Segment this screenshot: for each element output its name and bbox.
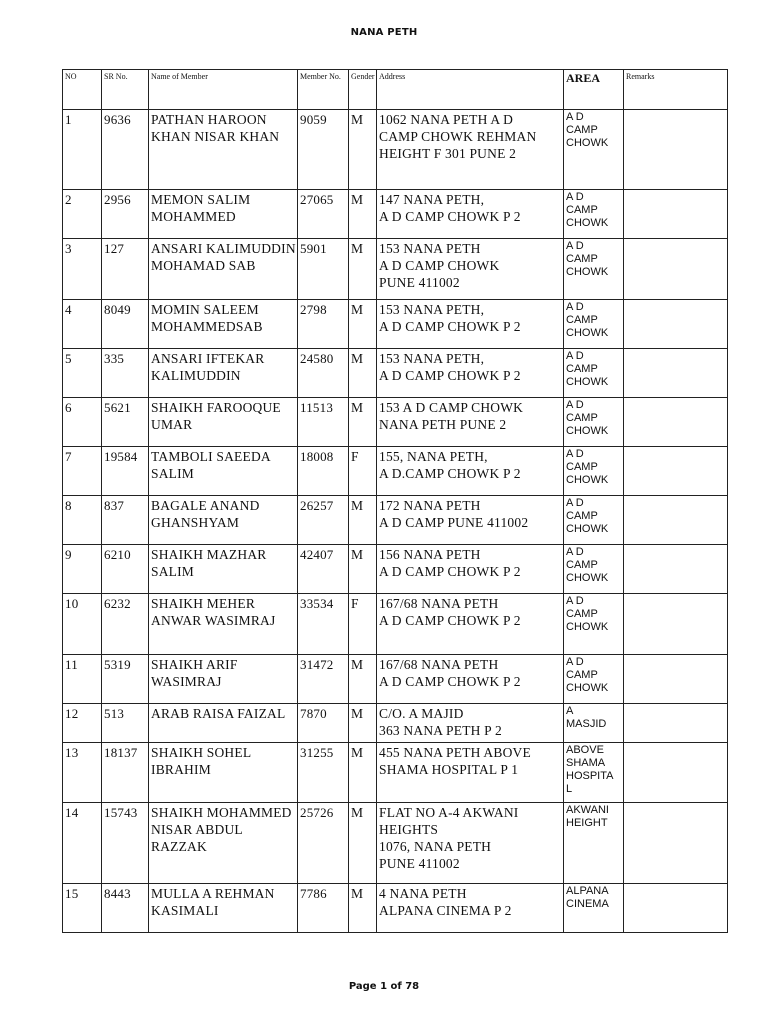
area-line: AKWANI bbox=[566, 804, 609, 816]
cell-address bbox=[377, 594, 564, 655]
area-line: CHOWK bbox=[566, 137, 609, 149]
address-line: A D CAMP CHOWK P 2 bbox=[379, 613, 521, 628]
cell-name: SHAIKH MEHER ANWAR WASIMRAJ bbox=[149, 594, 298, 655]
address-line: 167/68 NANA PETH bbox=[379, 596, 499, 611]
address-line: 153 NANA PETH bbox=[379, 241, 481, 256]
cell-address bbox=[377, 545, 564, 594]
member-table bbox=[62, 69, 728, 933]
cell-gender: M bbox=[349, 349, 377, 398]
address-line: 147 NANA PETH, bbox=[379, 192, 485, 207]
cell-gender: M bbox=[349, 398, 377, 447]
address-line: 153 A D CAMP CHOWK bbox=[379, 400, 524, 415]
cell-name: TAMBOLI SAEEDA SALIM bbox=[149, 447, 298, 496]
cell-sr-no: 9636 bbox=[102, 110, 149, 190]
address-line: HEIGHTS bbox=[379, 822, 439, 837]
cell-gender: M bbox=[349, 655, 377, 704]
cell-remarks bbox=[624, 398, 728, 447]
cell-address bbox=[377, 398, 564, 447]
area-line: SHAMA bbox=[566, 757, 606, 769]
area-line: MASJID bbox=[566, 718, 607, 730]
header-address: Address bbox=[377, 70, 564, 110]
cell-area bbox=[564, 447, 624, 496]
cell-remarks bbox=[624, 743, 728, 803]
cell-no: 7 bbox=[63, 447, 102, 496]
address-line: A D CAMP CHOWK P 2 bbox=[379, 368, 521, 383]
area-line: A D bbox=[566, 111, 584, 123]
cell-member-no: 7786 bbox=[298, 884, 349, 933]
cell-sr-no: 837 bbox=[102, 496, 149, 545]
area-line: CHOWK bbox=[566, 217, 609, 229]
cell-no: 6 bbox=[63, 398, 102, 447]
cell-gender: M bbox=[349, 803, 377, 884]
cell-member-no: 31255 bbox=[298, 743, 349, 803]
table-row bbox=[63, 398, 728, 447]
address-line: ALPANA CINEMA P 2 bbox=[379, 903, 512, 918]
cell-name: ARAB RAISA FAIZAL bbox=[149, 704, 298, 743]
area-line: A D bbox=[566, 191, 584, 203]
area-line: A bbox=[566, 705, 574, 717]
address-line: A D CAMP CHOWK P 2 bbox=[379, 209, 521, 224]
table-row bbox=[63, 655, 728, 704]
table-row bbox=[63, 803, 728, 884]
cell-member-no: 18008 bbox=[298, 447, 349, 496]
area-line: HOSPITA bbox=[566, 770, 614, 782]
cell-sr-no: 335 bbox=[102, 349, 149, 398]
area-line: L bbox=[566, 783, 573, 795]
header-member-no: Member No. bbox=[298, 70, 349, 110]
cell-gender: M bbox=[349, 545, 377, 594]
page-footer: Page 1 of 78 bbox=[348, 981, 420, 992]
address-line: PUNE 411002 bbox=[379, 856, 460, 871]
cell-no: 3 bbox=[63, 239, 102, 300]
cell-member-no: 26257 bbox=[298, 496, 349, 545]
address-line: PUNE 411002 bbox=[379, 275, 460, 290]
cell-remarks bbox=[624, 655, 728, 704]
area-line: CHOWK bbox=[566, 425, 609, 437]
header-remarks: Remarks bbox=[624, 70, 728, 110]
area-line: A D bbox=[566, 656, 584, 668]
area-line: CAMP bbox=[566, 124, 598, 136]
cell-sr-no: 5621 bbox=[102, 398, 149, 447]
address-line: 363 NANA PETH P 2 bbox=[379, 723, 502, 738]
cell-name: MOMIN SALEEM MOHAMMEDSAB bbox=[149, 300, 298, 349]
cell-sr-no: 6232 bbox=[102, 594, 149, 655]
cell-remarks bbox=[624, 545, 728, 594]
area-line: CAMP bbox=[566, 559, 598, 571]
table-row bbox=[63, 545, 728, 594]
address-line: A D.CAMP CHOWK P 2 bbox=[379, 466, 521, 481]
cell-gender: M bbox=[349, 239, 377, 300]
table-row bbox=[63, 447, 728, 496]
area-line: CAMP bbox=[566, 363, 598, 375]
cell-name: SHAIKH FAROOQUE UMAR bbox=[149, 398, 298, 447]
area-line: CAMP bbox=[566, 608, 598, 620]
cell-sr-no: 5319 bbox=[102, 655, 149, 704]
cell-name: ANSARI IFTEKAR KALIMUDDIN bbox=[149, 349, 298, 398]
cell-address bbox=[377, 803, 564, 884]
address-line: A D CAMP CHOWK P 2 bbox=[379, 674, 521, 689]
cell-remarks bbox=[624, 803, 728, 884]
cell-address bbox=[377, 239, 564, 300]
cell-member-no: 33534 bbox=[298, 594, 349, 655]
cell-remarks bbox=[624, 594, 728, 655]
cell-name: SHAIKH MOHAMMED NISAR ABDUL RAZZAK bbox=[149, 803, 298, 884]
address-line: NANA PETH PUNE 2 bbox=[379, 417, 507, 432]
cell-name: ANSARI KALIMUDDIN MOHAMAD SAB bbox=[149, 239, 298, 300]
cell-sr-no: 6210 bbox=[102, 545, 149, 594]
cell-area bbox=[564, 545, 624, 594]
cell-member-no: 24580 bbox=[298, 349, 349, 398]
area-line: CAMP bbox=[566, 461, 598, 473]
cell-area bbox=[564, 190, 624, 239]
area-line: CHOWK bbox=[566, 572, 609, 584]
table-row bbox=[63, 190, 728, 239]
table-row bbox=[63, 110, 728, 190]
cell-member-no: 27065 bbox=[298, 190, 349, 239]
address-line: A D CAMP PUNE 411002 bbox=[379, 515, 529, 530]
cell-sr-no: 8443 bbox=[102, 884, 149, 933]
cell-address bbox=[377, 349, 564, 398]
address-line: 455 NANA PETH ABOVE bbox=[379, 745, 531, 760]
area-line: A D bbox=[566, 240, 584, 252]
address-line: 153 NANA PETH, bbox=[379, 351, 485, 366]
area-line: CAMP bbox=[566, 204, 598, 216]
table-row bbox=[63, 884, 728, 933]
area-line: CAMP bbox=[566, 669, 598, 681]
address-line: 1076, NANA PETH bbox=[379, 839, 492, 854]
cell-member-no: 2798 bbox=[298, 300, 349, 349]
area-line: CHOWK bbox=[566, 474, 609, 486]
address-line: HEIGHT F 301 PUNE 2 bbox=[379, 146, 517, 161]
area-line: A D bbox=[566, 595, 584, 607]
address-line: 172 NANA PETH bbox=[379, 498, 481, 513]
cell-no: 2 bbox=[63, 190, 102, 239]
cell-area bbox=[564, 655, 624, 704]
cell-gender: F bbox=[349, 447, 377, 496]
address-line: 156 NANA PETH bbox=[379, 547, 481, 562]
cell-area bbox=[564, 743, 624, 803]
area-line: CAMP bbox=[566, 253, 598, 265]
area-line: CAMP bbox=[566, 510, 598, 522]
cell-name: BAGALE ANAND GHANSHYAM bbox=[149, 496, 298, 545]
cell-member-no: 7870 bbox=[298, 704, 349, 743]
header-area: AREA bbox=[564, 70, 624, 110]
address-line: FLAT NO A-4 AKWANI bbox=[379, 805, 519, 820]
address-line: 155, NANA PETH, bbox=[379, 449, 488, 464]
cell-remarks bbox=[624, 110, 728, 190]
cell-address bbox=[377, 300, 564, 349]
cell-area bbox=[564, 496, 624, 545]
area-line: A D bbox=[566, 546, 584, 558]
cell-gender: M bbox=[349, 743, 377, 803]
cell-member-no: 31472 bbox=[298, 655, 349, 704]
cell-gender: M bbox=[349, 190, 377, 239]
cell-remarks bbox=[624, 349, 728, 398]
table-row bbox=[63, 496, 728, 545]
address-line: A D CAMP CHOWK P 2 bbox=[379, 564, 521, 579]
cell-name: MEMON SALIM MOHAMMED bbox=[149, 190, 298, 239]
address-line: A D CAMP CHOWK bbox=[379, 258, 500, 273]
address-line: 4 NANA PETH bbox=[379, 886, 467, 901]
cell-member-no: 11513 bbox=[298, 398, 349, 447]
area-line: CHOWK bbox=[566, 376, 609, 388]
page-title: NANA PETH bbox=[350, 27, 418, 38]
cell-name: PATHAN HAROON KHAN NISAR KHAN bbox=[149, 110, 298, 190]
area-line: CINEMA bbox=[566, 898, 609, 910]
header-row bbox=[63, 70, 728, 110]
cell-no: 15 bbox=[63, 884, 102, 933]
cell-member-no: 42407 bbox=[298, 545, 349, 594]
cell-no: 9 bbox=[63, 545, 102, 594]
cell-sr-no: 2956 bbox=[102, 190, 149, 239]
header-sr-no: SR No. bbox=[102, 70, 149, 110]
header-gender: Gender bbox=[349, 70, 377, 110]
cell-sr-no: 8049 bbox=[102, 300, 149, 349]
cell-gender: M bbox=[349, 496, 377, 545]
cell-area bbox=[564, 803, 624, 884]
cell-area bbox=[564, 300, 624, 349]
table-row bbox=[63, 743, 728, 803]
cell-no: 8 bbox=[63, 496, 102, 545]
cell-address bbox=[377, 110, 564, 190]
table-row bbox=[63, 349, 728, 398]
cell-gender: M bbox=[349, 704, 377, 743]
cell-name: SHAIKH ARIF WASIMRAJ bbox=[149, 655, 298, 704]
address-line: C/O. A MAJID bbox=[379, 706, 464, 721]
area-line: A D bbox=[566, 399, 584, 411]
cell-member-no: 5901 bbox=[298, 239, 349, 300]
cell-remarks bbox=[624, 496, 728, 545]
area-line: HEIGHT bbox=[566, 817, 608, 829]
area-line: A D bbox=[566, 301, 584, 313]
cell-no: 1 bbox=[63, 110, 102, 190]
cell-area bbox=[564, 110, 624, 190]
cell-gender: M bbox=[349, 884, 377, 933]
cell-remarks bbox=[624, 447, 728, 496]
address-line: 167/68 NANA PETH bbox=[379, 657, 499, 672]
cell-no: 11 bbox=[63, 655, 102, 704]
cell-address bbox=[377, 884, 564, 933]
area-line: A D bbox=[566, 448, 584, 460]
cell-sr-no: 18137 bbox=[102, 743, 149, 803]
cell-sr-no: 127 bbox=[102, 239, 149, 300]
cell-no: 14 bbox=[63, 803, 102, 884]
area-line: ALPANA bbox=[566, 885, 609, 897]
address-line: 153 NANA PETH, bbox=[379, 302, 485, 317]
cell-no: 13 bbox=[63, 743, 102, 803]
cell-remarks bbox=[624, 884, 728, 933]
address-line: 1062 NANA PETH A D bbox=[379, 112, 514, 127]
area-line: CHOWK bbox=[566, 523, 609, 535]
cell-no: 5 bbox=[63, 349, 102, 398]
area-line: CAMP bbox=[566, 412, 598, 424]
cell-area bbox=[564, 239, 624, 300]
address-line: CAMP CHOWK REHMAN bbox=[379, 129, 537, 144]
area-line: ABOVE bbox=[566, 744, 604, 756]
cell-name: MULLA A REHMAN KASIMALI bbox=[149, 884, 298, 933]
cell-name: SHAIKH SOHEL IBRAHIM bbox=[149, 743, 298, 803]
cell-gender: M bbox=[349, 110, 377, 190]
cell-sr-no: 19584 bbox=[102, 447, 149, 496]
cell-member-no: 9059 bbox=[298, 110, 349, 190]
area-line: CAMP bbox=[566, 314, 598, 326]
cell-remarks bbox=[624, 704, 728, 743]
cell-address bbox=[377, 496, 564, 545]
cell-gender: F bbox=[349, 594, 377, 655]
cell-remarks bbox=[624, 239, 728, 300]
cell-sr-no: 513 bbox=[102, 704, 149, 743]
area-line: CHOWK bbox=[566, 266, 609, 278]
cell-remarks bbox=[624, 190, 728, 239]
table-row bbox=[63, 300, 728, 349]
address-line: A D CAMP CHOWK P 2 bbox=[379, 319, 521, 334]
area-line: A D bbox=[566, 350, 584, 362]
table-row bbox=[63, 594, 728, 655]
area-line: CHOWK bbox=[566, 621, 609, 633]
address-line: SHAMA HOSPITAL P 1 bbox=[379, 762, 519, 777]
cell-gender: M bbox=[349, 300, 377, 349]
cell-area bbox=[564, 704, 624, 743]
header-name: Name of Member bbox=[149, 70, 298, 110]
header-no: NO bbox=[63, 70, 102, 110]
cell-member-no: 25726 bbox=[298, 803, 349, 884]
area-line: CHOWK bbox=[566, 327, 609, 339]
cell-address bbox=[377, 447, 564, 496]
cell-no: 10 bbox=[63, 594, 102, 655]
cell-address bbox=[377, 704, 564, 743]
cell-remarks bbox=[624, 300, 728, 349]
table-row bbox=[63, 704, 728, 743]
cell-no: 4 bbox=[63, 300, 102, 349]
cell-area bbox=[564, 884, 624, 933]
cell-address bbox=[377, 655, 564, 704]
area-line: CHOWK bbox=[566, 682, 609, 694]
cell-sr-no: 15743 bbox=[102, 803, 149, 884]
cell-area bbox=[564, 398, 624, 447]
cell-name: SHAIKH MAZHAR SALIM bbox=[149, 545, 298, 594]
cell-area bbox=[564, 349, 624, 398]
cell-address bbox=[377, 743, 564, 803]
cell-no: 12 bbox=[63, 704, 102, 743]
cell-address bbox=[377, 190, 564, 239]
area-line: A D bbox=[566, 497, 584, 509]
table-row bbox=[63, 239, 728, 300]
cell-area bbox=[564, 594, 624, 655]
